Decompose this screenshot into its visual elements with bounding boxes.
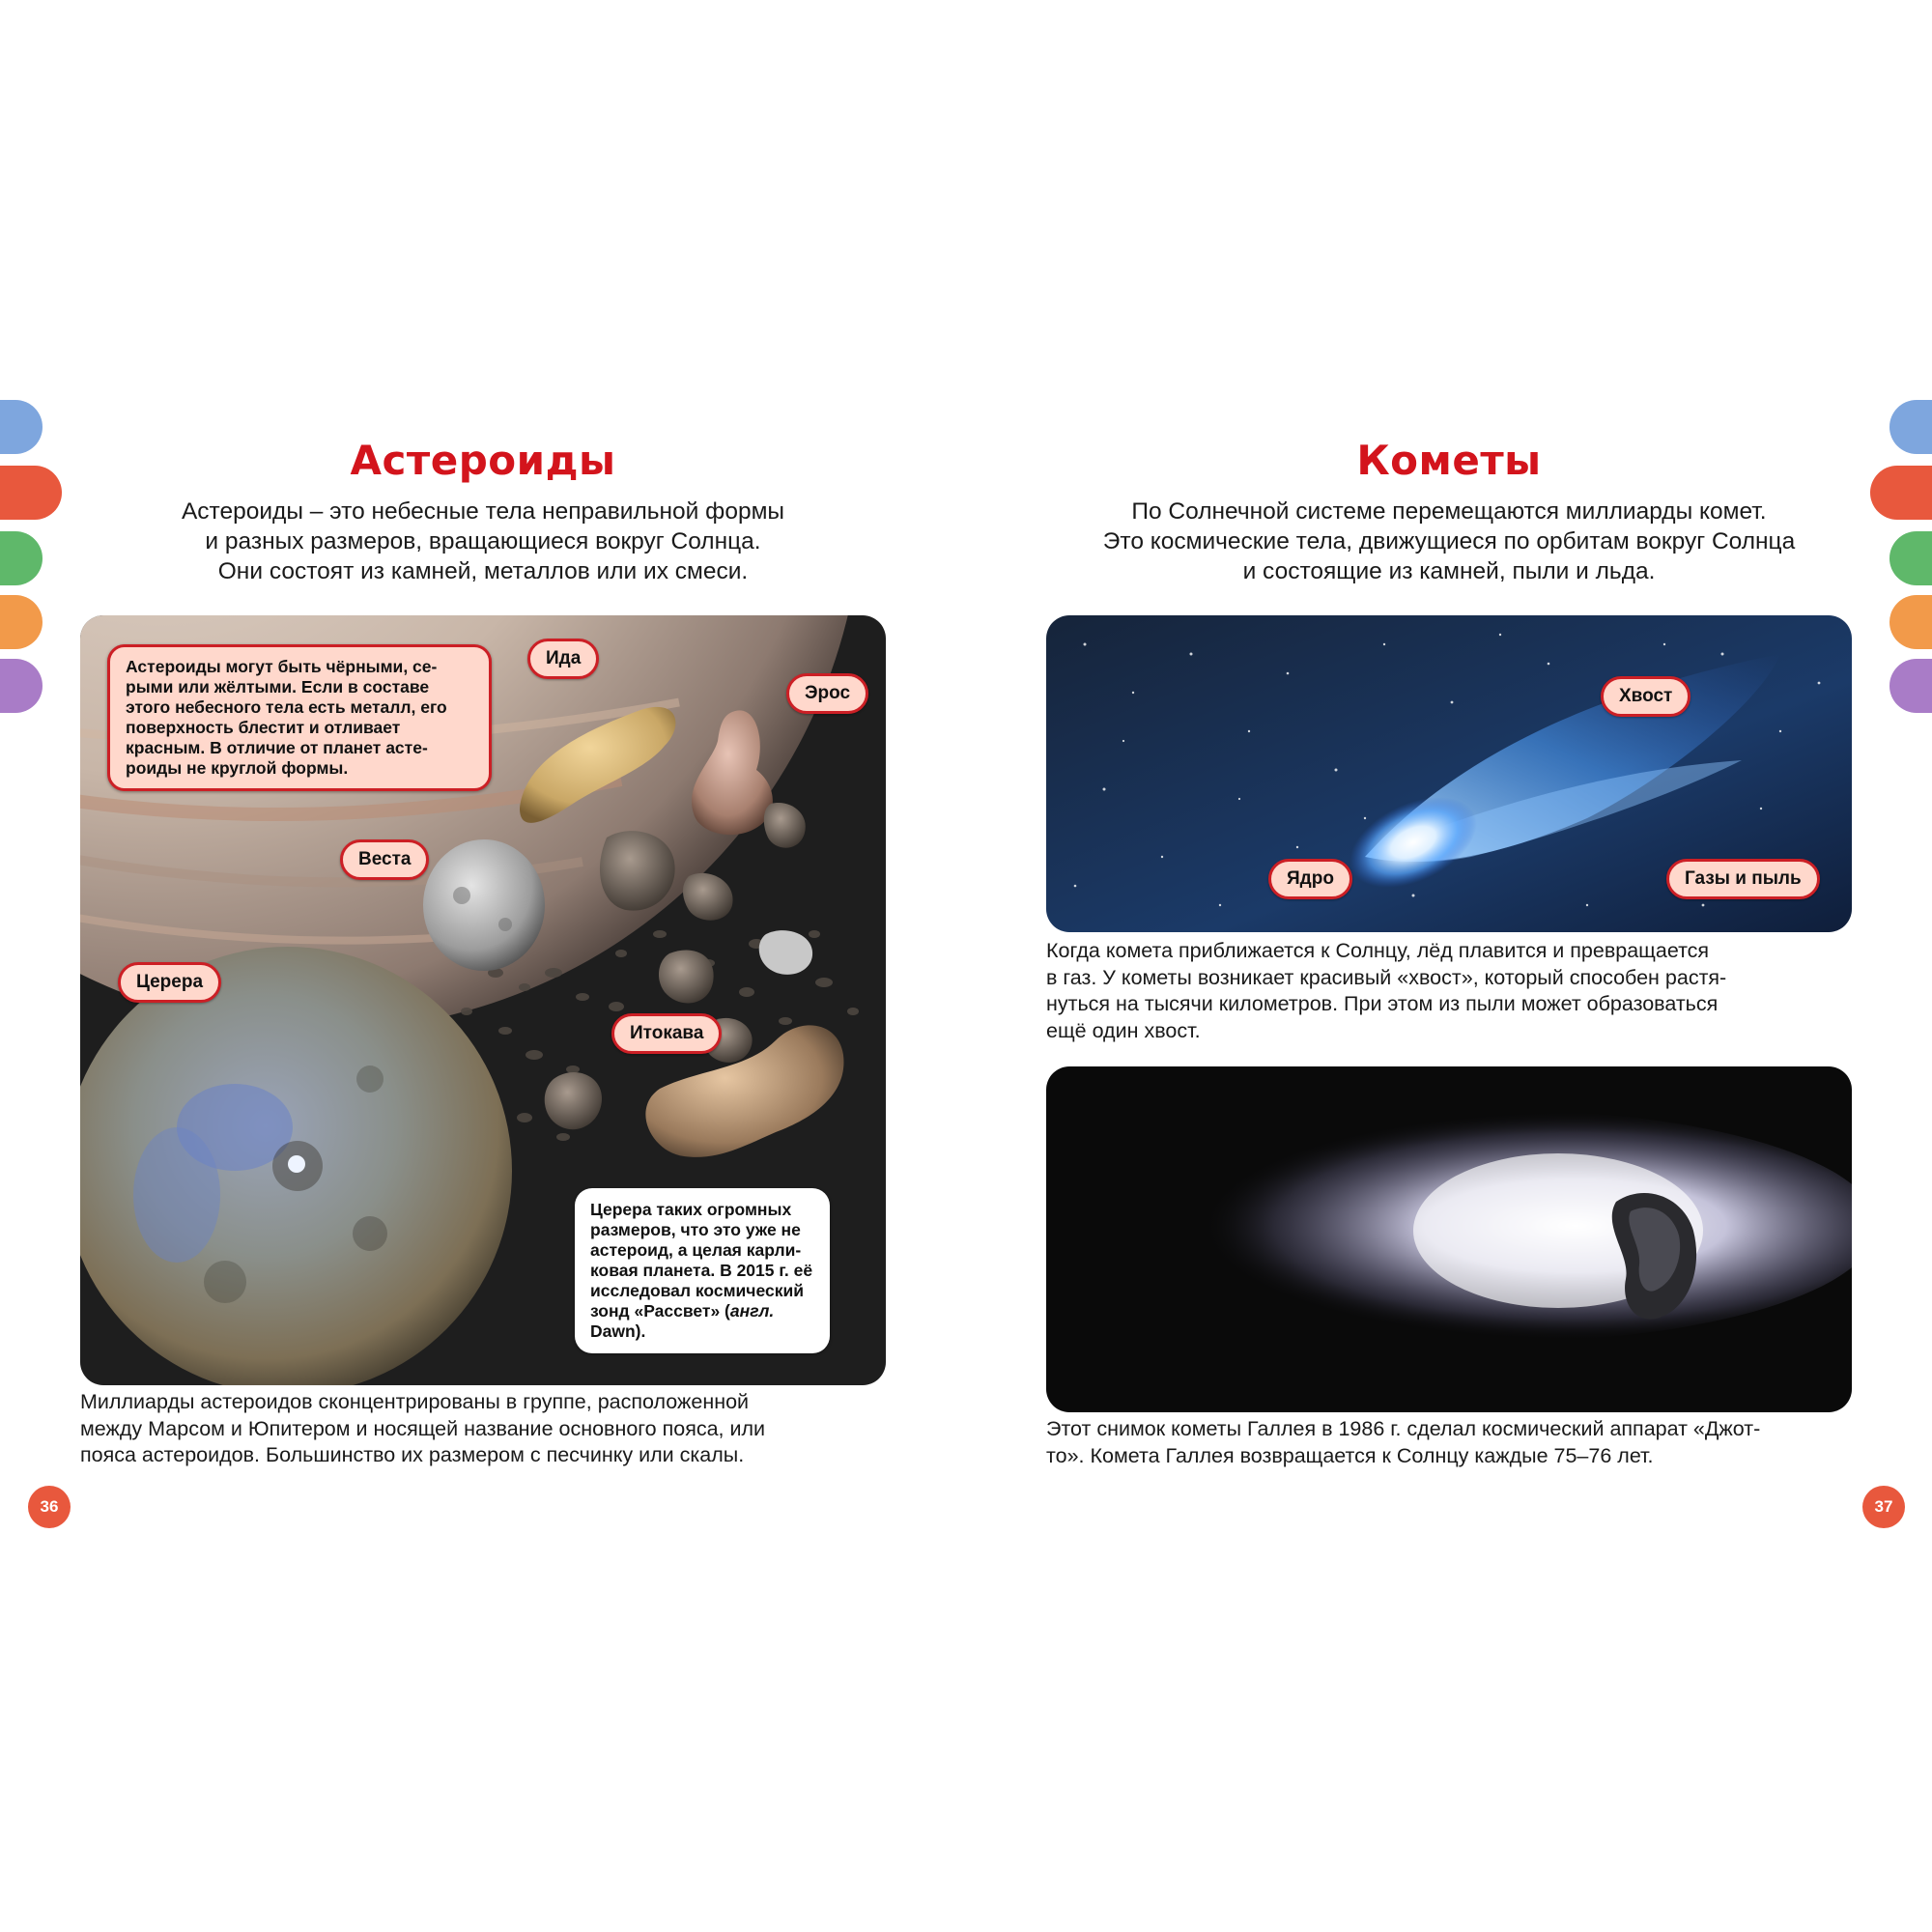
comet-photo: [1046, 615, 1852, 932]
asteroids-caption: [80, 1389, 892, 1469]
halley-caption: [1046, 1416, 1896, 1469]
right-page: [966, 0, 1932, 1932]
intro-line: Это космические тела, движущиеся по орбитам вокруг Солнца: [1102, 528, 1796, 554]
label-ceres: Церера: [118, 962, 221, 1003]
intro-line: и разных размеров, вращающиеся вокруг Солнца.: [205, 528, 761, 554]
comet-caption-top: [1046, 938, 1858, 1044]
label-tail: Хвост: [1601, 676, 1690, 717]
label-itokawa: Итокава: [611, 1013, 722, 1054]
intro-line: Астероиды – это небесные тела неправильной формы: [181, 498, 785, 525]
ceres-note-tail: Dawn).: [590, 1321, 646, 1341]
intro-line: Они состоят из камней, металлов или их смеси.: [217, 558, 749, 584]
caption-line: ещё один хвост.: [1046, 1018, 1201, 1042]
label-eros: Эрос: [786, 673, 868, 714]
intro-line: По Солнечной системе перемещаются миллиарды комет.: [1131, 498, 1767, 525]
intro-text: [0, 497, 966, 586]
caption-line: в газ. У кометы возникает красивый «хвост», который способен растя-: [1046, 965, 1727, 989]
caption-line: между Марсом и Юпитером и носящей название основного пояса, или: [80, 1416, 766, 1440]
label-nucleus: Ядро: [1268, 859, 1352, 899]
label-gas-dust: Газы и пыль: [1666, 859, 1820, 899]
ceres-note-text: Церера таких огромных размеров, что это уже не астероид, а целая карликовая планета. В 2015 г. её исследовал космический зонд «Рассвет» (: [590, 1200, 813, 1321]
page-title: Кометы: [1356, 437, 1542, 484]
caption-line: Этот снимок кометы Галлея в 1986 г. сделал космический аппарат «Джот-: [1046, 1417, 1761, 1440]
caption-line: то». Комета Галлея возвращается к Солнцу каждые 75–76 лет.: [1046, 1443, 1654, 1467]
ceres-note-em: англ.: [729, 1301, 775, 1321]
page-title: Астероиды: [350, 437, 616, 484]
intro-line: и состоящие из камней, пыли и льда.: [1242, 558, 1656, 584]
caption-line: нуться на тысячи километров. При этом из пыли может образоваться: [1046, 992, 1719, 1015]
asteroids-illustration: [80, 615, 886, 1385]
intro-text: [966, 497, 1932, 586]
asteroid-colors-note: Астероиды могут быть чёрными, серыми или жёлтыми. Если в составе этого небесного тела есть металл, его поверхность блестит и отливает красным. В отличие от планет астероиды не круглой формы.: [107, 644, 492, 791]
page-number: 36: [28, 1486, 71, 1528]
caption-line: Когда комета приближается к Солнцу, лёд плавится и превращается: [1046, 939, 1710, 962]
section-tab-purple[interactable]: [1889, 659, 1932, 713]
label-ida: Ида: [527, 639, 599, 679]
label-vesta: Веста: [340, 839, 429, 880]
halley-comet-image: [1046, 1066, 1852, 1412]
caption-line: Миллиарды астероидов сконцентрированы в группе, расположенной: [80, 1390, 750, 1413]
halley-photo: [1046, 1066, 1852, 1412]
ceres-note: [575, 1188, 830, 1353]
section-tab-orange[interactable]: [1889, 595, 1932, 649]
caption-line: пояса астероидов. Большинство их размером с песчинку или скалы.: [80, 1443, 745, 1466]
section-tab-purple[interactable]: [0, 659, 43, 713]
section-tab-orange[interactable]: [0, 595, 43, 649]
page-number: 37: [1862, 1486, 1905, 1528]
